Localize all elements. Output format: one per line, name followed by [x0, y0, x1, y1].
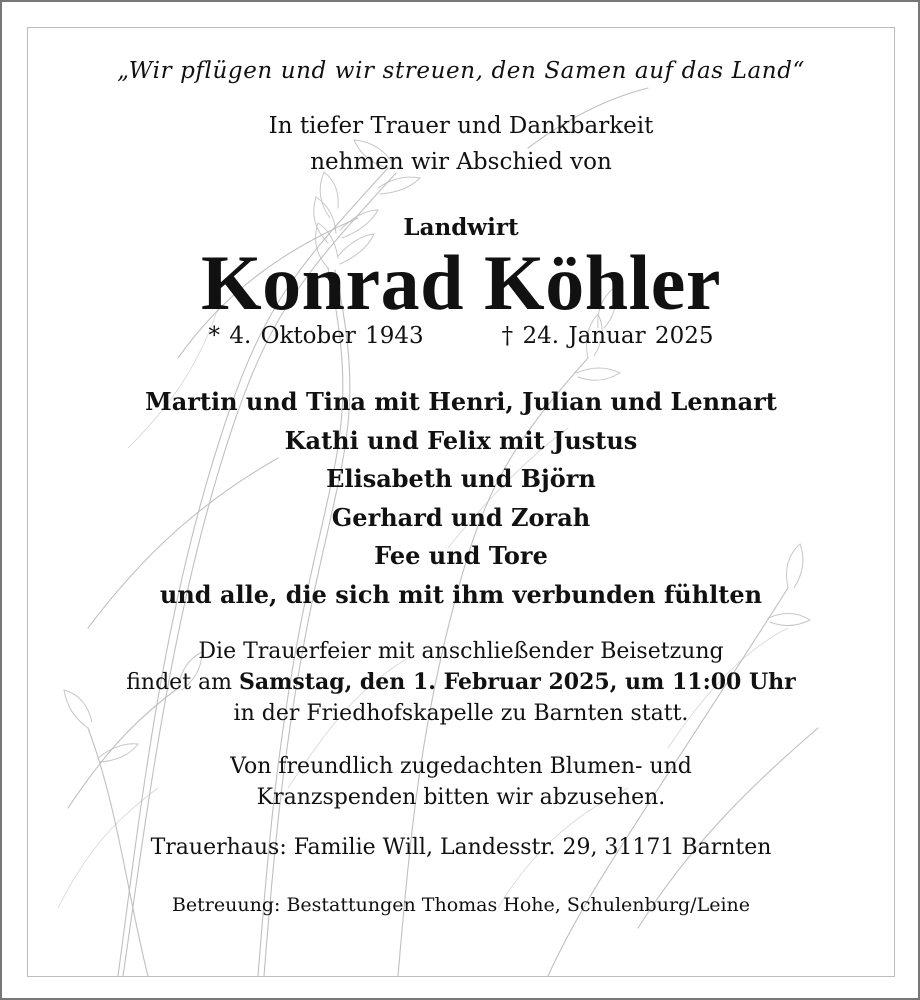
- deceased-name: Konrad Köhler: [200, 239, 721, 326]
- life-dates: [28, 323, 894, 349]
- flowers-line: Von freundlich zugedachten Blumen- und: [230, 754, 692, 779]
- intro-line: In tiefer Trauer und Dankbarkeit: [268, 113, 654, 139]
- birth-date: * 4. Oktober 1943: [208, 323, 424, 349]
- mourners-list: [28, 383, 894, 614]
- mourner-line: und alle, die sich mit ihm verbunden fühlten: [159, 579, 763, 609]
- funeral-home-credit: Betreuung: Bestattungen Thomas Hohe, Schulenburg/Leine: [171, 894, 751, 916]
- ceremony-line: Die Trauerfeier mit anschließender Beisetzung: [198, 639, 724, 664]
- ceremony-date: Samstag, den 1. Februar 2025, um 11:00 Uhr: [239, 669, 796, 695]
- ceremony-location: in der Friedhofskapelle zu Barnten statt.: [233, 701, 689, 726]
- mourner-line: Kathi und Felix mit Justus: [284, 425, 638, 455]
- flowers-note: [28, 751, 894, 813]
- mourning-house-address: Trauerhaus: Familie Will, Landesstr. 29, 31171 Barnten: [150, 835, 772, 860]
- notice-content: [28, 58, 894, 916]
- occupation-title: Landwirt: [403, 214, 519, 241]
- intro-text: [28, 108, 894, 180]
- mourner-line: Elisabeth und Björn: [326, 464, 596, 493]
- mourner-line: Martin und Tina mit Henri, Julian und Lennart: [145, 387, 777, 416]
- flowers-line: Kranzspenden bitten wir abzusehen.: [256, 785, 666, 810]
- death-date: † 24. Januar 2025: [501, 323, 714, 349]
- notice-inner-frame: [27, 27, 895, 977]
- ceremony-date-line: [28, 667, 894, 698]
- ceremony-info: [28, 636, 894, 729]
- ceremony-date-prefix: findet am: [126, 670, 239, 695]
- mourner-line: Fee und Tore: [374, 541, 548, 570]
- mourner-line: Gerhard und Zorah: [331, 502, 591, 532]
- intro-line: nehmen wir Abschied von: [310, 149, 612, 175]
- motto-quote: „Wir pflügen und wir streuen, den Samen auf das Land“: [117, 58, 805, 84]
